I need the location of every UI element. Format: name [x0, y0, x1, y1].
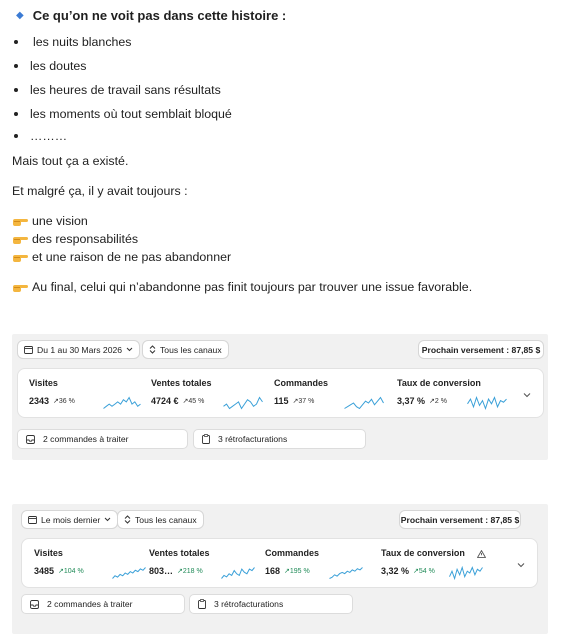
- sparkline: [449, 566, 483, 580]
- metrics-card: [17, 368, 544, 418]
- sparkline: [221, 566, 255, 580]
- clipboard-icon: [202, 434, 210, 444]
- sparkline: [223, 396, 263, 410]
- metric-label: Visites: [29, 378, 58, 388]
- metric-label: [381, 548, 499, 558]
- pointing-hand-icon: [13, 234, 28, 245]
- metric-value: 3,32 %: [381, 566, 410, 576]
- sparkline: [112, 566, 146, 580]
- metric-label-text: Taux de conversion: [381, 548, 465, 558]
- list-item-text: ………: [30, 129, 68, 143]
- inbox-icon: [26, 435, 35, 444]
- sparkline-line: [104, 398, 141, 409]
- calendar-icon: [28, 515, 37, 524]
- pointing-hand-icon: [13, 216, 28, 227]
- inbox-icon: [30, 600, 39, 609]
- list-item: [14, 129, 67, 143]
- metric-label: Commandes: [274, 378, 329, 388]
- list-item: [14, 107, 232, 121]
- channel-filter-button[interactable]: [117, 510, 204, 529]
- metric-delta: ↗104 %: [58, 568, 84, 575]
- conclusion-text: Au final, celui qui n’abandonne pas finit toujours par trouver une issue favorable.: [32, 280, 473, 294]
- sparkline: [344, 396, 384, 410]
- post-title: [16, 8, 286, 23]
- hand-list-item: [13, 232, 138, 246]
- metric-delta: ↗195 %: [284, 568, 310, 575]
- metric-delta: ↗2 %: [429, 398, 447, 405]
- list-item-text: les doutes: [30, 59, 87, 73]
- hand-list-item: [13, 214, 88, 228]
- metric-value: 115: [274, 396, 289, 406]
- calendar-icon: [24, 345, 33, 354]
- metric-value: 4724 €: [151, 396, 179, 406]
- date-filter-label: Du 1 au 30 Mars 2026: [37, 344, 123, 355]
- list-item-text: les moments où tout semblait bloqué: [30, 107, 232, 121]
- chevron-down-icon: [104, 517, 111, 522]
- sparkline-line: [468, 398, 507, 409]
- paragraph: Mais tout ça a existé.: [12, 154, 129, 168]
- metric-orders[interactable]: [274, 378, 392, 406]
- blue-diamond-icon: ◆: [16, 10, 24, 21]
- sort-arrows-icon: [124, 515, 131, 524]
- list-item: [14, 83, 221, 97]
- conclusion: [13, 280, 472, 294]
- clipboard-icon: [198, 599, 206, 609]
- task-label: 3 rétrofacturations: [214, 599, 284, 609]
- hand-list-item: [13, 250, 231, 264]
- list-item: [14, 59, 86, 73]
- hand-list-text: une vision: [32, 214, 88, 228]
- bullet-dot-icon: [14, 88, 18, 92]
- metric-label: Visites: [34, 548, 63, 558]
- list-item-text: les heures de travail sans résultats: [30, 83, 221, 97]
- metric-label: Taux de conversion: [397, 378, 481, 388]
- metric-visits[interactable]: [29, 378, 147, 406]
- sort-arrows-icon: [149, 345, 156, 354]
- metric-value: 2343: [29, 396, 50, 406]
- chargebacks-button[interactable]: [193, 429, 366, 449]
- task-label: 2 commandes à traiter: [47, 599, 133, 609]
- warning-icon[interactable]: [477, 550, 486, 558]
- sparkline-line: [345, 398, 384, 409]
- chargebacks-button[interactable]: [189, 594, 353, 614]
- metric-delta: ↗45 %: [182, 398, 205, 405]
- hand-list-text: des responsabilités: [32, 232, 139, 246]
- orders-to-process-button[interactable]: [21, 594, 185, 614]
- pointing-hand-icon: [13, 252, 28, 263]
- orders-to-process-button[interactable]: [17, 429, 188, 449]
- metric-delta: ↗36 %: [53, 398, 75, 405]
- date-filter-button[interactable]: [17, 340, 140, 359]
- metric-conversion-rate[interactable]: [381, 548, 499, 576]
- paragraph: Et malgré ça, il y avait toujours :: [12, 184, 188, 198]
- metric-visits[interactable]: [34, 548, 152, 576]
- chevron-down-icon: [126, 347, 133, 352]
- metric-delta: ↗54 %: [413, 568, 435, 575]
- next-payout-button[interactable]: Prochain versement : 87,85 $: [399, 510, 521, 529]
- metric-value: 3485: [34, 566, 55, 576]
- dashboard-screenshot-1: [12, 334, 548, 460]
- hand-list-text: et une raison de ne pas abandonner: [32, 250, 232, 264]
- sparkline-line: [113, 568, 146, 579]
- task-label: 2 commandes à traiter: [43, 434, 129, 444]
- sparkline-line: [224, 398, 263, 409]
- bullet-dot-icon: [14, 112, 18, 116]
- bullet-dot-icon: [14, 134, 18, 138]
- metric-value: 803…: [149, 566, 174, 576]
- dashboard-screenshot-2: [12, 504, 548, 634]
- metric-label: Ventes totales: [149, 548, 210, 558]
- metric-delta: ↗218 %: [177, 568, 203, 575]
- list-item: [14, 35, 132, 49]
- bullet-dot-icon: [14, 64, 18, 68]
- sparkline: [467, 396, 507, 410]
- metric-total-sales[interactable]: [151, 378, 269, 406]
- sparkline: [329, 566, 363, 580]
- sparkline-line: [222, 568, 255, 579]
- channel-filter-button[interactable]: [142, 340, 229, 359]
- metric-orders[interactable]: [265, 548, 383, 576]
- bullet-dot-icon: [14, 40, 18, 44]
- metrics-card: [21, 538, 538, 588]
- sparkline-line: [330, 568, 363, 579]
- metric-label: Ventes totales: [151, 378, 212, 388]
- post-title-text: Ce qu’on ne voit pas dans cette histoire :: [32, 8, 287, 23]
- metric-label: Commandes: [265, 548, 320, 558]
- task-label: 3 rétrofacturations: [218, 434, 288, 444]
- sparkline: [103, 396, 141, 410]
- sparkline-line: [450, 568, 483, 579]
- channel-filter-label: Tous les canaux: [160, 344, 222, 355]
- metric-value: 3,37 %: [397, 396, 426, 406]
- pointing-hand-icon: [13, 282, 28, 293]
- metric-delta: ↗37 %: [292, 398, 315, 405]
- metric-value: 168: [265, 566, 281, 576]
- chevron-down-icon[interactable]: [517, 555, 525, 573]
- list-item-text: les nuits blanches: [33, 35, 132, 49]
- metric-total-sales[interactable]: [149, 548, 267, 576]
- date-filter-button[interactable]: [21, 510, 118, 529]
- date-filter-label: Le mois dernier: [41, 514, 101, 525]
- channel-filter-label: Tous les canaux: [135, 514, 197, 525]
- chevron-down-icon[interactable]: [523, 385, 531, 403]
- next-payout-button[interactable]: Prochain versement : 87,85 $: [418, 340, 544, 359]
- metric-conversion-rate[interactable]: [397, 378, 515, 406]
